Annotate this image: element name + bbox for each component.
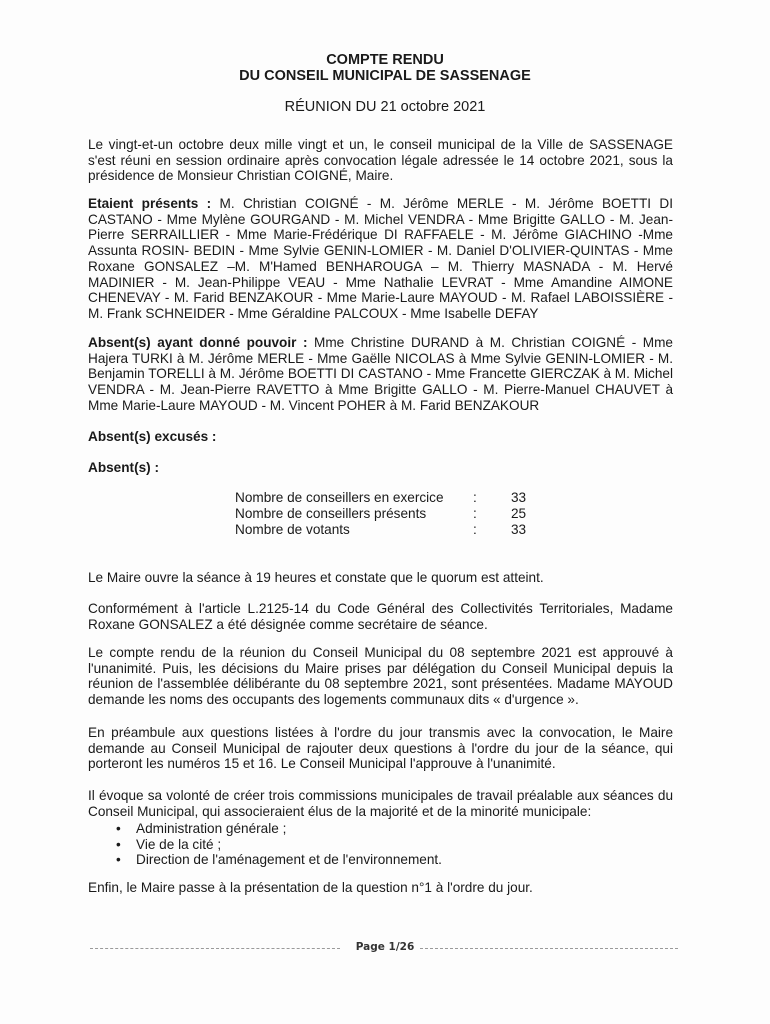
- final-paragraph: Enfin, le Maire passe à la présentation de la question n°1 à l'ordre du jour.: [88, 880, 533, 895]
- attendance-stats: [235, 490, 535, 537]
- intro-paragraph: Le vingt-et-un octobre deux mille vingt et un, le conseil municipal de la Ville de SASSENAGE s'est réuni en session ordinaire après convocation légale adressée le 14 octobre 2021, sous la présidence de Monsieur Christian COIGNÉ, Maire.: [88, 137, 673, 184]
- stats-colon: :: [473, 490, 477, 505]
- list-item: [88, 821, 673, 837]
- absent-label: Absent(s) :: [88, 460, 159, 475]
- bullet-icon: •: [116, 852, 121, 868]
- proxy-members-list: Mme Christine DURAND à M. Christian COIGNÉ - Mme Hajera TURKI à M. Jérôme MERLE - Mme Gaëlle NICOLAS à Mme Sylvie GENIN-LOMIER - M. Benjamin TORELLI à M. Jérôme BOETTI DI CASTANO - Mme Francette GIERCZAK à M. Michel VENDRA - M. Jean-Pierre RAVETTO à Mme Brigitte GALLO - M. Pierre-Manuel CHAUVET à Mme Marie-Laure MAYOUD - M. Vincent POHER à M. Farid BENZAKOUR: [88, 335, 673, 413]
- preamble-paragraph: En préambule aux questions listées à l'ordre du jour transmis avec la convocation, le Maire demande au Conseil Municipal de rajouter deux questions à l'ordre du jour de la séance, qui porteront les numéros 15 et 16. Le Conseil Municipal l'approuve à l'unanimité.: [88, 725, 673, 772]
- meeting-date-subtitle: RÉUNION DU 21 octobre 2021: [284, 99, 486, 115]
- bullet-icon: •: [116, 821, 121, 836]
- commissions-paragraph: Il évoque sa volonté de créer trois commissions municipales de travail préalable aux séances du Conseil Municipal, qui associeraient élus de la majorité et de la minorité municipale:: [88, 788, 673, 819]
- present-members-list: M. Christian COIGNÉ - M. Jérôme MERLE - M. Jérôme BOETTI DI CASTANO - Mme Mylène GOURGAND - M. Michel VENDRA - Mme Brigitte GALLO - M. Jean-Pierre SERRAILLIER - Mme Marie-Frédérique DI RAFFAELE - M. Jérôme GIACHINO -Mme Assunta ROSIN- BEDIN - Mme Sylvie GENIN-LOMIER - M. Daniel D'OLIVIER-QUINTAS - Mme Roxane GONSALEZ –M. M'Hamed BENHAROUGA – M. Thierry MASNADA - M. Hervé MADINIER - M. Jean-Philippe VEAU - Mme Nathalie LEVRAT - Mme Amandine AIMONE CHENEVAY - M. Farid BENZAKOUR - Mme Marie-Laure MAYOUD - M. Rafael LABOISSIÈRE - M. Frank SCHNEIDER - Mme Géraldine PALCOUX - Mme Isabelle DEFAY: [88, 196, 673, 321]
- list-item-text: Administration générale ;: [136, 821, 287, 836]
- stats-label: Nombre de conseillers en exercice: [235, 490, 444, 505]
- list-item-text: Direction de l'aménagement et de l'environnement.: [136, 852, 442, 868]
- secretary-paragraph: Conformément à l'article L.2125-14 du Code Général des Collectivités Territoriales, Madame Roxane GONSALEZ a été désignée comme secrétaire de séance.: [88, 601, 673, 632]
- excused-label: Absent(s) excusés :: [88, 429, 217, 444]
- present-members-label: Etaient présents :: [88, 196, 212, 211]
- commissions-list: [88, 821, 673, 868]
- footer-divider-right: [420, 948, 678, 949]
- page-number: Page 1/26: [355, 941, 415, 953]
- document-title-line1: COMPTE RENDU: [326, 52, 444, 68]
- stats-label: Nombre de conseillers présents: [235, 505, 427, 521]
- bullet-icon: •: [116, 836, 121, 852]
- minutes-approval-paragraph: Le compte rendu de la réunion du Conseil Municipal du 08 septembre 2021 est approuvé à l'unanimité. Puis, les décisions du Maire prises par délégation du Conseil Municipal depuis la réunion de l'assemblée délibérante du 08 septembre 2021, sont présentées. Madame MAYOUD demande les noms des occupants des logements communaux dits « d'urgence ».: [88, 645, 673, 708]
- list-item-text: Vie de la cité ;: [136, 836, 222, 852]
- stats-row: [235, 490, 535, 506]
- stats-colon: :: [473, 521, 477, 537]
- list-item: [88, 837, 673, 853]
- stats-row: [235, 506, 535, 522]
- stats-value: 33: [511, 490, 527, 505]
- quorum-paragraph: Le Maire ouvre la séance à 19 heures et constate que le quorum est atteint.: [88, 570, 544, 585]
- stats-colon: :: [473, 505, 477, 521]
- present-members-paragraph: [88, 196, 673, 322]
- proxy-members-label: Absent(s) ayant donné pouvoir :: [88, 335, 308, 350]
- stats-label: Nombre de votants: [235, 521, 350, 537]
- stats-row: [235, 522, 535, 538]
- stats-value: 33: [511, 521, 527, 537]
- proxy-members-paragraph: [88, 335, 673, 414]
- stats-value: 25: [511, 505, 527, 521]
- list-item: [88, 852, 673, 868]
- document-title-line2: DU CONSEIL MUNICIPAL DE SASSENAGE: [239, 68, 531, 84]
